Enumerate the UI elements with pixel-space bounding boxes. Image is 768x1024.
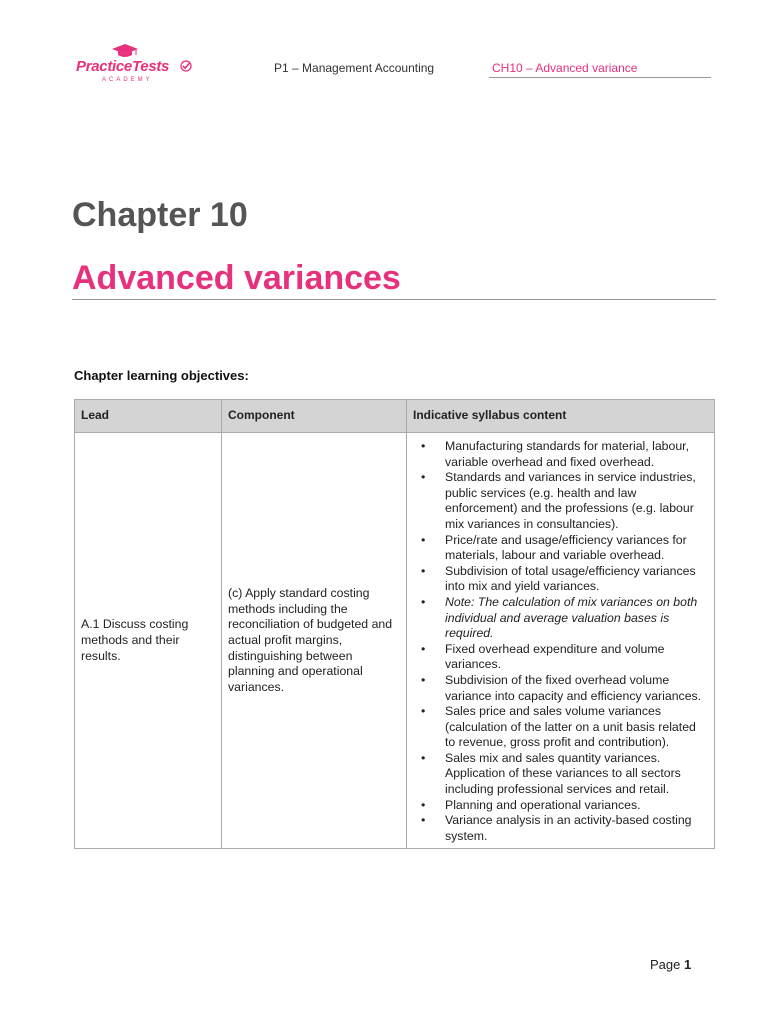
lead-cell: A.1 Discuss costing methods and their results. xyxy=(75,433,222,849)
column-header-component: Component xyxy=(222,400,407,433)
chapter-reference: CH10 – Advanced variance xyxy=(489,61,711,78)
logo-wordmark: PracticeTests xyxy=(76,58,170,75)
chapter-title: Advanced variances xyxy=(72,259,401,297)
chapter-number: Chapter 10 xyxy=(72,196,248,234)
component-cell: (c) Apply standard costing methods including the reconciliation of budgeted and actual profit margins, distinguishing between planning and operational variances. xyxy=(222,433,407,849)
list-item: • Standards and variances in service industries, public services (e.g. health and law enforcement) and the professions (e.g. labour mix variances in consultancies). xyxy=(413,470,708,532)
syllabus-cell xyxy=(407,433,715,849)
list-item: • Fixed overhead expenditure and volume variances. xyxy=(413,642,708,673)
list-item-note: • Note: The calculation of mix variances on both individual and average valuation bases is required. xyxy=(413,595,708,642)
list-item: • Planning and operational variances. xyxy=(413,798,708,814)
list-item: • Subdivision of total usage/efficiency variances into mix and yield variances. xyxy=(413,564,708,595)
objectives-heading: Chapter learning objectives: xyxy=(74,368,249,383)
logo-subtitle: ACADEMY xyxy=(102,77,153,83)
table-header-row xyxy=(75,400,715,433)
page-number xyxy=(650,957,691,972)
list-item: • Variance analysis in an activity-based costing system. xyxy=(413,813,708,844)
list-item: • Sales price and sales volume variances (calculation of the latter on a unit basis related to revenue, gross profit and contribution). xyxy=(413,704,708,751)
list-item: • Subdivision of the fixed overhead volume variance into capacity and efficiency variances. xyxy=(413,673,708,704)
table-row xyxy=(75,433,715,849)
graduation-cap-icon xyxy=(112,44,138,58)
column-header-syllabus: Indicative syllabus content xyxy=(407,400,715,433)
objectives-table xyxy=(74,399,715,849)
column-header-lead: Lead xyxy=(75,400,222,433)
page-label: Page xyxy=(650,957,681,972)
checkmark-icon xyxy=(180,60,192,72)
title-divider xyxy=(72,299,716,300)
list-item: • Manufacturing standards for material, labour, variable overhead and fixed overhead. xyxy=(413,439,708,470)
course-title: P1 – Management Accounting xyxy=(274,61,435,75)
list-item: • Price/rate and usage/efficiency variances for materials, labour and variable overhead. xyxy=(413,533,708,564)
brand-logo xyxy=(76,44,196,90)
page-number-value: 1 xyxy=(684,957,692,972)
list-item: • Sales mix and sales quantity variances. Application of these variances to all sectors including professional services and retail. xyxy=(413,751,708,798)
syllabus-list xyxy=(413,439,708,844)
